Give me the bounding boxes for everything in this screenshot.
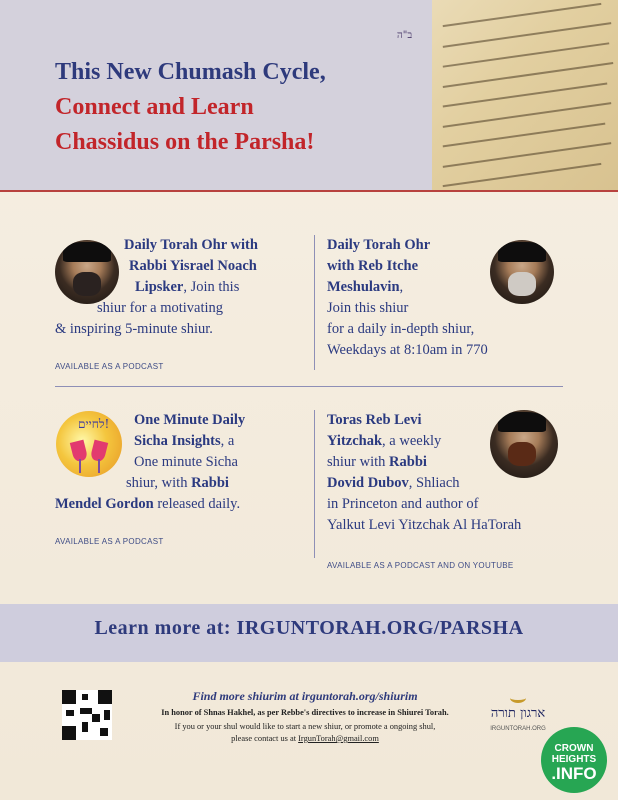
torah-scroll-image: [432, 0, 618, 190]
irgun-logo-url: IRGUNTORAH.ORG: [490, 726, 546, 732]
card3-line5a: Mendel Gordon: [55, 496, 154, 512]
card4-availability: AVAILABLE AS A PODCAST AND ON YOUTUBE: [327, 561, 514, 570]
card2-line5: for a daily in-depth shiur,: [327, 321, 475, 337]
header-divider: [0, 190, 618, 192]
card2-line3a: Meshulavin: [327, 279, 400, 295]
contact-line-2a: please contact us at: [231, 734, 299, 743]
card-daily-torah-ohr-meshulavin: [327, 235, 567, 361]
bh-mark: ב"ה: [397, 30, 413, 41]
card3-line2b: , a: [220, 433, 235, 449]
qr-code-icon[interactable]: [62, 690, 112, 740]
card4-line5: in Princeton and author of: [327, 496, 479, 512]
card2-line4: Join this shiur: [327, 300, 409, 316]
card1-availability: AVAILABLE AS A PODCAST: [55, 362, 164, 371]
card3-availability: AVAILABLE AS A PODCAST: [55, 537, 164, 546]
badge-line-2: .INFO: [551, 764, 597, 783]
find-more-text[interactable]: Find more shiurim at irguntorah.org/shiurim: [192, 689, 418, 703]
title-line-2: Connect and Learn: [55, 94, 254, 120]
card4-line3a: shiur with: [327, 454, 390, 470]
card1-line1: Daily Torah Ohr with: [124, 237, 258, 253]
card1-line3a: Lipsker: [135, 279, 184, 295]
card2-line1: Daily Torah Ohr: [327, 237, 431, 253]
card3-line5b: released daily.: [153, 496, 241, 512]
card1-line3b: , Join this: [183, 279, 240, 295]
card1-line5: & inspiring 5-minute shiur.: [55, 321, 213, 337]
card2-line3b: ,: [399, 279, 404, 295]
card-toras-reb-levi-yitzchak: [327, 410, 572, 536]
book-icon: [510, 693, 526, 703]
card3-line2a: Sicha Insights: [134, 433, 221, 449]
card4-line1: Toras Reb Levi: [327, 412, 422, 428]
contact-line-2: [140, 733, 470, 745]
card3-line1: One Minute Daily: [134, 412, 246, 428]
card3-line4a: shiur, with: [126, 475, 192, 491]
learn-more-link[interactable]: Learn more at: IRGUNTORAH.ORG/PARSHA: [94, 617, 524, 639]
horizontal-divider: [55, 386, 563, 387]
card4-line2b: , a weekly: [382, 433, 442, 449]
card2-line2: with Reb Itche: [327, 258, 419, 274]
contact-email-link[interactable]: IrgunTorah@gmail.com: [298, 734, 379, 743]
title-line-1: This New Chumash Cycle,: [55, 59, 326, 85]
vertical-divider-top: [314, 235, 315, 370]
irgun-logo-hebrew: ארגון תורה: [490, 706, 546, 721]
badge-line-1: CROWN HEIGHTS: [551, 743, 597, 765]
card4-line6: Yalkut Levi Yitzchak Al HaTorah: [327, 517, 522, 533]
crownheights-info-badge[interactable]: [541, 727, 607, 793]
title-line-3: Chassidus on the Parsha!: [55, 129, 315, 155]
card2-line6: Weekdays at 8:10am in 770: [327, 342, 488, 358]
contact-text: [140, 721, 470, 745]
sicha-logo-text: לחיים!: [78, 417, 110, 431]
card3-line4b: Rabbi: [191, 475, 229, 491]
hakhel-honor-text: In honor of Shnas Hakhel, as per Rebbe's directives to increase in Shiurei Torah.: [161, 708, 449, 717]
card1-line2: Rabbi Yisrael Noach: [129, 258, 257, 274]
card1-line4: shiur for a motivating: [97, 300, 224, 316]
card3-line3: One minute Sicha: [134, 454, 238, 470]
card4-line3b: Rabbi: [389, 454, 427, 470]
card-daily-torah-ohr-lipsker: [55, 235, 310, 340]
contact-line-1: If you or your shul would like to start a new shiur, or promote a ongoing shul,: [174, 722, 436, 731]
card4-line2a: Yitzchak: [327, 433, 383, 449]
card4-line4a: Dovid Dubov: [327, 475, 409, 491]
card4-line4b: , Shliach: [408, 475, 460, 491]
page-title: [55, 55, 326, 160]
vertical-divider-bottom: [314, 410, 315, 558]
card-one-minute-sicha: [55, 410, 310, 515]
